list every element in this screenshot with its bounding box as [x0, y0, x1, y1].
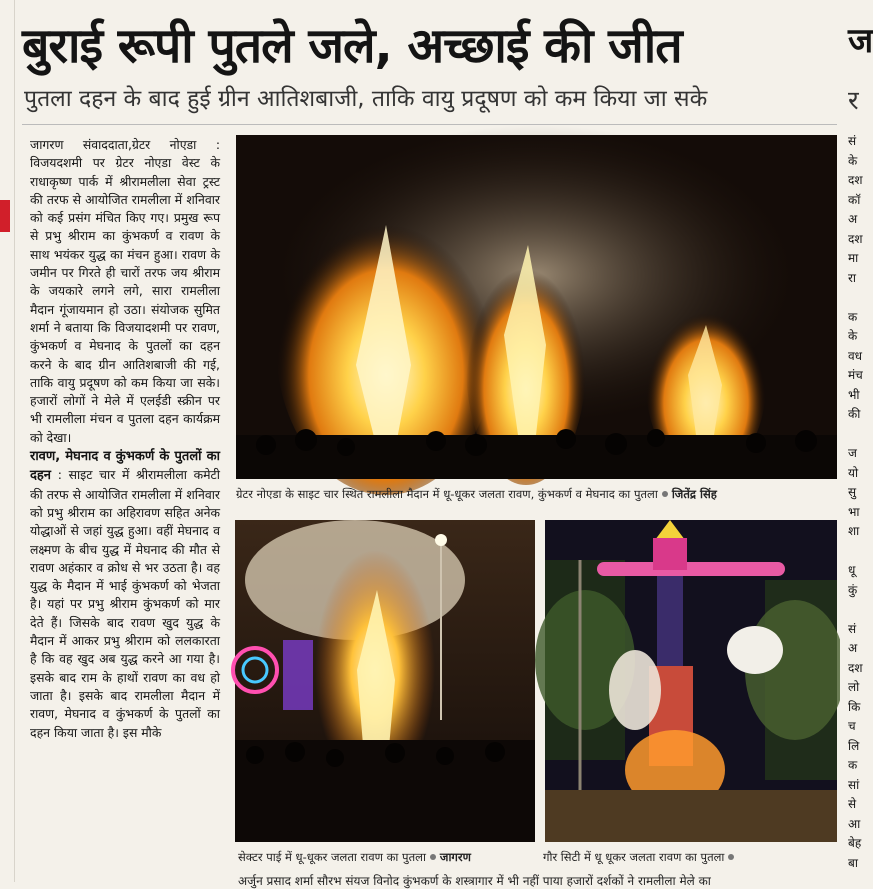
- adjacent-column-line: क: [848, 309, 858, 324]
- adjacent-column-line: यो: [848, 465, 859, 480]
- adjacent-column-line: दश: [848, 173, 863, 187]
- adjacent-subhead: र: [848, 86, 859, 116]
- adjacent-column-line: ज: [848, 446, 857, 460]
- adjacent-article-strip-right: [840, 0, 873, 882]
- adjacent-column-line: सं: [848, 621, 857, 636]
- adjacent-column-line: के: [848, 153, 858, 168]
- adjacent-column-line: सं: [848, 134, 857, 148]
- adjacent-column-text: [848, 132, 863, 873]
- adjacent-column-line: [848, 425, 863, 445]
- adjacent-column-line: रा: [848, 270, 857, 285]
- adjacent-column-line: अ: [848, 641, 858, 655]
- adjacent-column-line: भी: [848, 387, 860, 402]
- adjacent-column-line: कुं: [848, 582, 858, 597]
- adjacent-column-line: के: [848, 329, 858, 343]
- adjacent-column-line: [848, 600, 863, 620]
- divider: [22, 124, 837, 125]
- adjacent-column-line: सु: [848, 485, 857, 499]
- next-column-fragment: अर्जुन प्रसाद शर्मा सौरभ संयज विनोद कुंभकर्ण के शस्त्रागार में भी नहीं पाया हजारों दर्शकों ने रामलीला मेले का: [238, 874, 711, 888]
- caption-right: गौर सिटी में धू धूकर जलता रावण का पुतला: [543, 850, 738, 865]
- adjacent-column-line: बा: [848, 855, 858, 870]
- dateline: जागरण संवाददाता,ग्रेटर नोएडा :: [30, 137, 220, 152]
- adjacent-column-line: की: [848, 407, 861, 421]
- adjacent-column-line: मा: [848, 251, 859, 265]
- paragraph-1: जागरण संवाददाता,ग्रेटर नोएडा : विजयदशमी पर ग्रेटर नोएडा वेस्ट के राधाकृष्ण पार्क में श्रीरामलीला सेवा ट्रस्ट की तरफ से आयोजित रामलीला में शनिवार को कई प्रसंग मंचित किए गए। प्रमुख रूप से प्रभु श्रीराम का कुंभकर्ण व रावण के साथ भयंकर युद्ध का मंचन हुआ। रावण के जमीन पर गिरते ही चारों तरफ जय श्रीराम के जयकारे लगने लगे, सारा रामलीला मैदान गूंजायमान हो उठा। संयोजक सुमित शर्मा ने बताया कि विजयादशमी पर रावण, कुंभकर्ण व मेघनाद के पुतलों का दहन करने के बाद ग्रीन आतिशबाजी की गई, ताकि वायु प्रदूषण को कम किया जा सके। हजारों लोगों ने मेले में एलईडी स्क्रीन पर भी रामलीला मंचन व पुतला दहन कार्यक्रम को देखा।: [30, 137, 220, 445]
- adjacent-column-line: बेह: [848, 836, 862, 850]
- adjacent-column-line: लो: [848, 680, 860, 694]
- adjacent-column-line: सां: [848, 777, 860, 792]
- adjacent-column-line: धू: [848, 563, 856, 577]
- adjacent-column-line: आ: [848, 816, 861, 831]
- adjacent-column-line: दश: [848, 660, 863, 675]
- headline: बुराई रूपी पुतले जले, अच्छाई की जीत: [22, 18, 682, 74]
- photo-credit: जितेंद्र सिंह: [671, 487, 717, 501]
- adjacent-column-line: कि: [848, 699, 861, 714]
- subheading: रावण, मेघनाद व कुंभकर्ण के पुतलों का दहन: [30, 449, 220, 484]
- bullet-dot: [430, 854, 436, 860]
- photo-main-effigy-burning: [236, 135, 837, 479]
- caption-left: सेक्टर पाई में धू-धूकर जलता रावण का पुतला जागरण: [238, 850, 471, 864]
- adjacent-column-line: शा: [848, 524, 860, 538]
- adjacent-column-line: अ: [848, 212, 858, 226]
- bullet-dot: [662, 491, 668, 497]
- adjacent-column-line: दश: [848, 231, 863, 246]
- adjacent-column-line: भा: [848, 504, 860, 519]
- photo-sector-pi-effigy: [235, 520, 535, 842]
- photo-gaur-city-ravana: [545, 520, 837, 842]
- adjacent-column-line: कॉ: [848, 192, 861, 207]
- photo-credit: जागरण: [439, 850, 471, 864]
- adjacent-column-line: लि: [848, 738, 860, 753]
- adjacent-column-line: क: [848, 758, 858, 772]
- red-marker: [0, 200, 10, 232]
- adjacent-column-line: मंच: [848, 368, 863, 382]
- caption-main: ग्रेटर नोएडा के साइट चार स्थित रामलीला मैदान में धू-धूकर जलता रावण, कुंभकर्ण व मेघनाद का पुतला जितेंद्र सिंह: [236, 487, 717, 501]
- adjacent-column-line: से: [848, 797, 857, 811]
- bullet-dot: [728, 854, 734, 860]
- subheadline: पुतला दहन के बाद हुई ग्रीन आतिशबाजी, ताकि वायु प्रदूषण को कम किया जा सके: [24, 86, 708, 112]
- adjacent-page-strip-left: [0, 0, 15, 882]
- adjacent-column-line: [848, 542, 863, 562]
- adjacent-column-line: च: [848, 719, 856, 733]
- adjacent-column-line: वध: [848, 348, 863, 363]
- adjacent-headline: ज: [848, 21, 873, 61]
- paragraph-2: रावण, मेघनाद व कुंभकर्ण के पुतलों का दहन : साइट चार में श्रीरामलीला कमेटी की तरफ से आयोजित रामलीला में शनिवार को प्रभु श्रीराम का अहिरावण सहित अनेक योद्धाओं से जहां युद्ध हुआ। वहीं मेघनाद व लक्ष्मण के बीच युद्ध में मेघनाद की मौत से रावण अहंकार व क्रोध से भर उठता है। वह युद्ध के मैदान में भाई कुंभकर्ण को भेजता है। यहां पर प्रभु श्रीराम कुंभकर्ण को मार देते हैं। जिसके बाद रावण खुद युद्ध के मैदान में आकर प्रभु श्रीराम को ललकारता है कि वह खुद अब युद्ध करने आ गया है। इसके बाद राम के हाथों रावण का वध हो जाता है। इसके बाद रामलीला मैदान में रावण, मेघनाद व कुंभकर्ण के पुतलों का दहन किया जाता है। इस मौके: [30, 449, 220, 740]
- article-body: [30, 136, 220, 742]
- adjacent-column-line: [848, 288, 863, 308]
